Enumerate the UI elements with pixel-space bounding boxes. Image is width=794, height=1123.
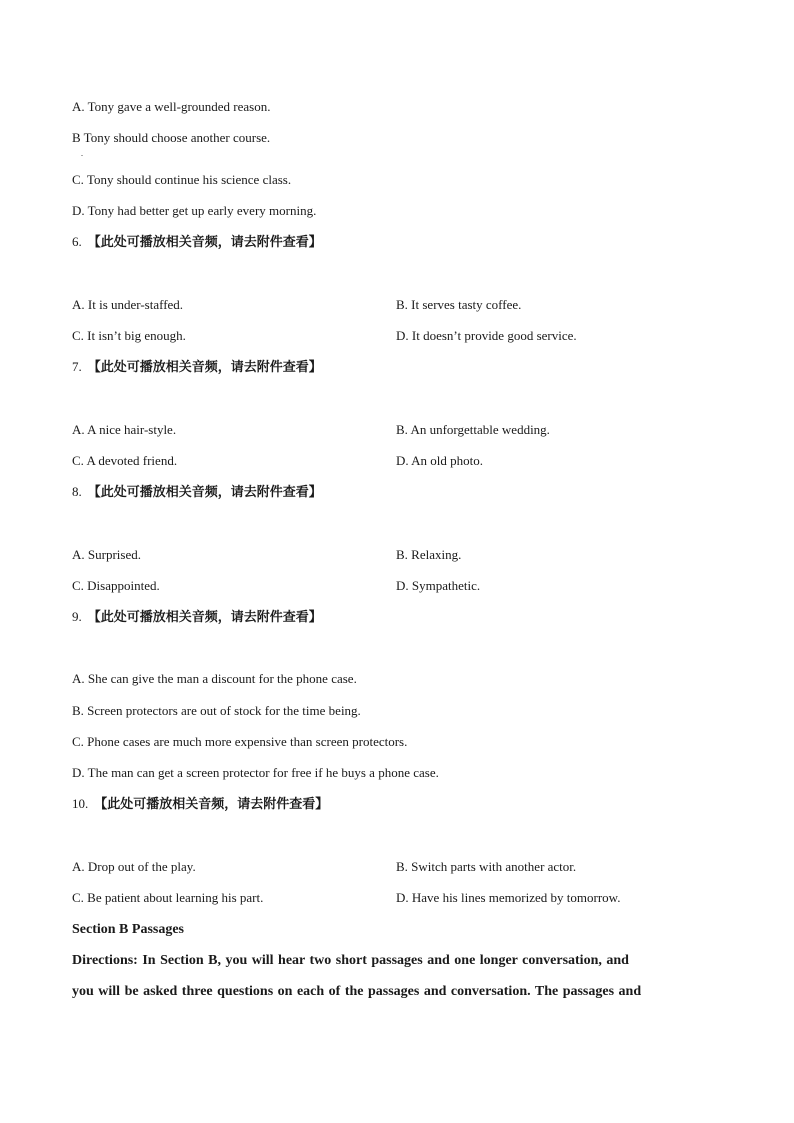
q6-option-a: A. It is under-staffed. xyxy=(72,297,184,312)
q8-option-d: D. Sympathetic. xyxy=(396,578,481,593)
q9-audio-note[interactable]: 【此处可播放相关音频，请去附件查看】 xyxy=(87,610,322,625)
q5-option-d: D. Tony had better get up early every morning. xyxy=(72,203,317,218)
q5-option-c: C. Tony should continue his science class. xyxy=(72,172,292,187)
q6-option-c: C. It isn’t big enough. xyxy=(72,328,186,343)
section-b-heading: Section B Passages xyxy=(72,922,184,937)
q6-number: 6. xyxy=(72,234,82,249)
q9-option-b: B. Screen protectors are out of stock for the time being. xyxy=(72,703,361,718)
q7-audio-note[interactable]: 【此处可播放相关音频，请去附件查看】 xyxy=(87,360,322,375)
q8-audio-note[interactable]: 【此处可播放相关音频，请去附件查看】 xyxy=(87,485,322,500)
q10-option-c: C. Be patient about learning his part. xyxy=(72,890,264,905)
q7-option-c: C. A devoted friend. xyxy=(72,453,178,468)
q7-option-a: A. A nice hair-style. xyxy=(72,422,177,437)
q6-audio-note[interactable]: 【此处可播放相关音频，请去附件查看】 xyxy=(87,235,322,250)
q6-header xyxy=(72,233,322,252)
q8-option-c: C. Disappointed. xyxy=(72,578,160,593)
q5-option-a: A. Tony gave a well-grounded reason. xyxy=(72,99,271,114)
q8-header xyxy=(72,483,322,502)
q5-option-b: B Tony should choose another course. xyxy=(72,130,271,145)
q8-option-a: A. Surprised. xyxy=(72,547,141,562)
q7-header xyxy=(72,358,322,377)
q9-number: 9. xyxy=(72,609,82,624)
q6-option-b: B. It serves tasty coffee. xyxy=(396,297,522,312)
q8-number: 8. xyxy=(72,484,82,499)
q10-header xyxy=(72,795,328,814)
q7-option-d: D. An old photo. xyxy=(396,453,484,468)
q10-option-a: A. Drop out of the play. xyxy=(72,859,196,874)
q6-option-d: D. It doesn’t provide good service. xyxy=(396,328,577,343)
q9-option-d: D. The man can get a screen protector for free if he buys a phone case. xyxy=(72,765,439,780)
q9-option-c: C. Phone cases are much more expensive than screen protectors. xyxy=(72,734,408,749)
q9-header xyxy=(72,608,322,627)
q8-option-b: B. Relaxing. xyxy=(396,547,462,562)
q7-number: 7. xyxy=(72,359,82,374)
q10-audio-note[interactable]: 【此处可播放相关音频，请去附件查看】 xyxy=(94,797,329,812)
q7-option-b: B. An unforgettable wedding. xyxy=(396,422,550,437)
q9-option-a: A. She can give the man a discount for the phone case. xyxy=(72,671,357,686)
q10-option-b: B. Switch parts with another actor. xyxy=(396,859,577,874)
directions-line-1: Directions: In Section B, you will hear two short passages and one longer conversation, and xyxy=(72,953,629,968)
q10-option-d: D. Have his lines memorized by tomorrow. xyxy=(396,890,621,905)
stray-dot: . xyxy=(81,149,83,158)
q10-number: 10. xyxy=(72,796,89,811)
directions-line-2: you will be asked three questions on each of the passages and conversation. The passages and xyxy=(72,984,642,999)
